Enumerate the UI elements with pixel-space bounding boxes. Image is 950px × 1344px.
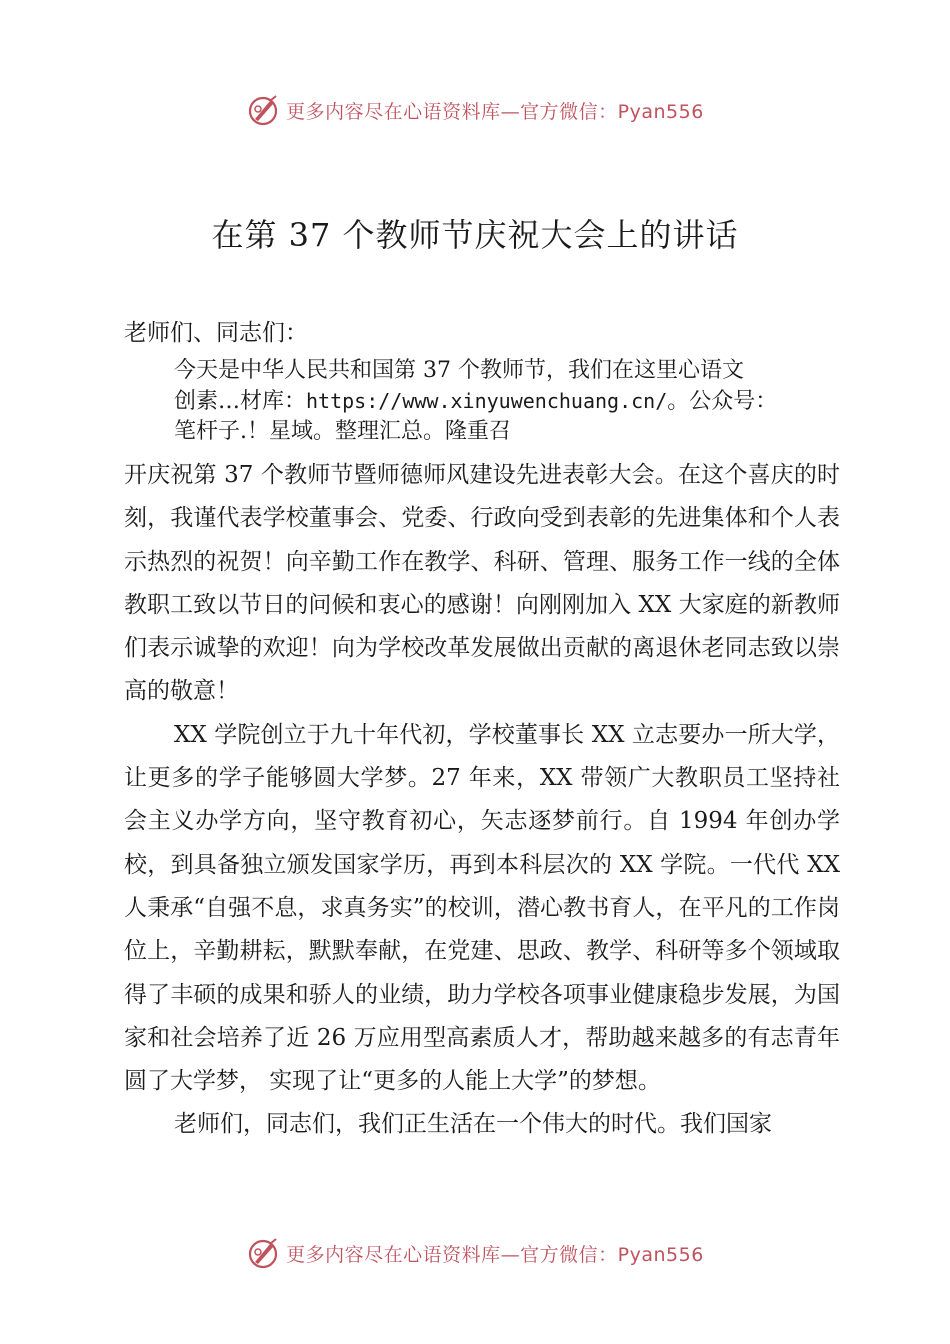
footer-brand-text: 更多内容尽在心语资料库—官方微信：Pyan556 <box>286 1243 704 1266</box>
pen-quill-logo-icon <box>246 1236 280 1270</box>
footer-brand-bar <box>0 1231 950 1275</box>
inserted-line-2: 创素…材库：https://www.xinyuwenchuang.cn/。公众号： <box>174 389 778 414</box>
inserted-text-block <box>174 356 854 447</box>
header-brand-bar <box>0 88 950 132</box>
footer-wechat-id: Pyan556 <box>617 1243 704 1266</box>
website-link[interactable]: https://www.xinyuwenchuang.cn/ <box>306 389 668 413</box>
salutation: 老师们、同志们： <box>124 320 308 346</box>
paragraph-1: 开庆祝第 37 个教师节暨师德师风建设先进表彰大会。在这个喜庆的时刻，我谨代表学校董事会、党委、行政向受到表彰的先进集体和个人表示热烈的祝贺！向辛勤工作在教学、科研、管理、服务工作一线的全体教职工致以节日的问候和衷心的感谢！向刚刚加入 XX 大家庭的新教师们表示诚挚的欢迎！向为学校改革发展做出贡献的离退休老同志致以崇高的敬意！ <box>124 462 840 705</box>
pen-quill-logo-icon <box>246 93 280 127</box>
document-title: 在第 37 个教师节庆祝大会上的讲话 <box>211 216 739 254</box>
inserted-line-3: 笔杆子.！星域。整理汇总。隆重召 <box>174 419 511 444</box>
inserted-line-1: 今天是中华人民共和国第 37 个教师节，我们在这里心语文 <box>174 358 744 383</box>
document-body <box>124 454 840 1147</box>
paragraph-3: 老师们，同志们，我们正生活在一个伟大的时代。我们国家 <box>174 1111 772 1138</box>
paragraph-2: XX 学院创立于九十年代初，学校董事长 XX 立志要办一所大学，让更多的学子能够圆大学梦。27 年来，XX 带领广大教职员工坚持社会主义办学方向，坚守教育初心，矢志逐梦前行。自 1994 年创办学校，到具备独立颁发国家学历，再到本科层次的 XX 学院。一代代 XX 人秉承“自强不息，求真务实”的校训，潜心教书育人，在平凡的工作岗位上，辛勤耕耘，默默奉献，在党建、思政、教学、科研等多个领域取得了丰硕的成果和骄人的业绩，助力学校各项事业健康稳步发展，为国家和社会培养了近 26 万应用型高素质人才，帮助越来越多的有志青年圆了大学梦， 实现了让“更多的人能上大学”的梦想。 <box>124 721 840 1095</box>
header-brand-text: 更多内容尽在心语资料库—官方微信：Pyan556 <box>286 100 704 123</box>
header-wechat-id: Pyan556 <box>617 100 704 123</box>
